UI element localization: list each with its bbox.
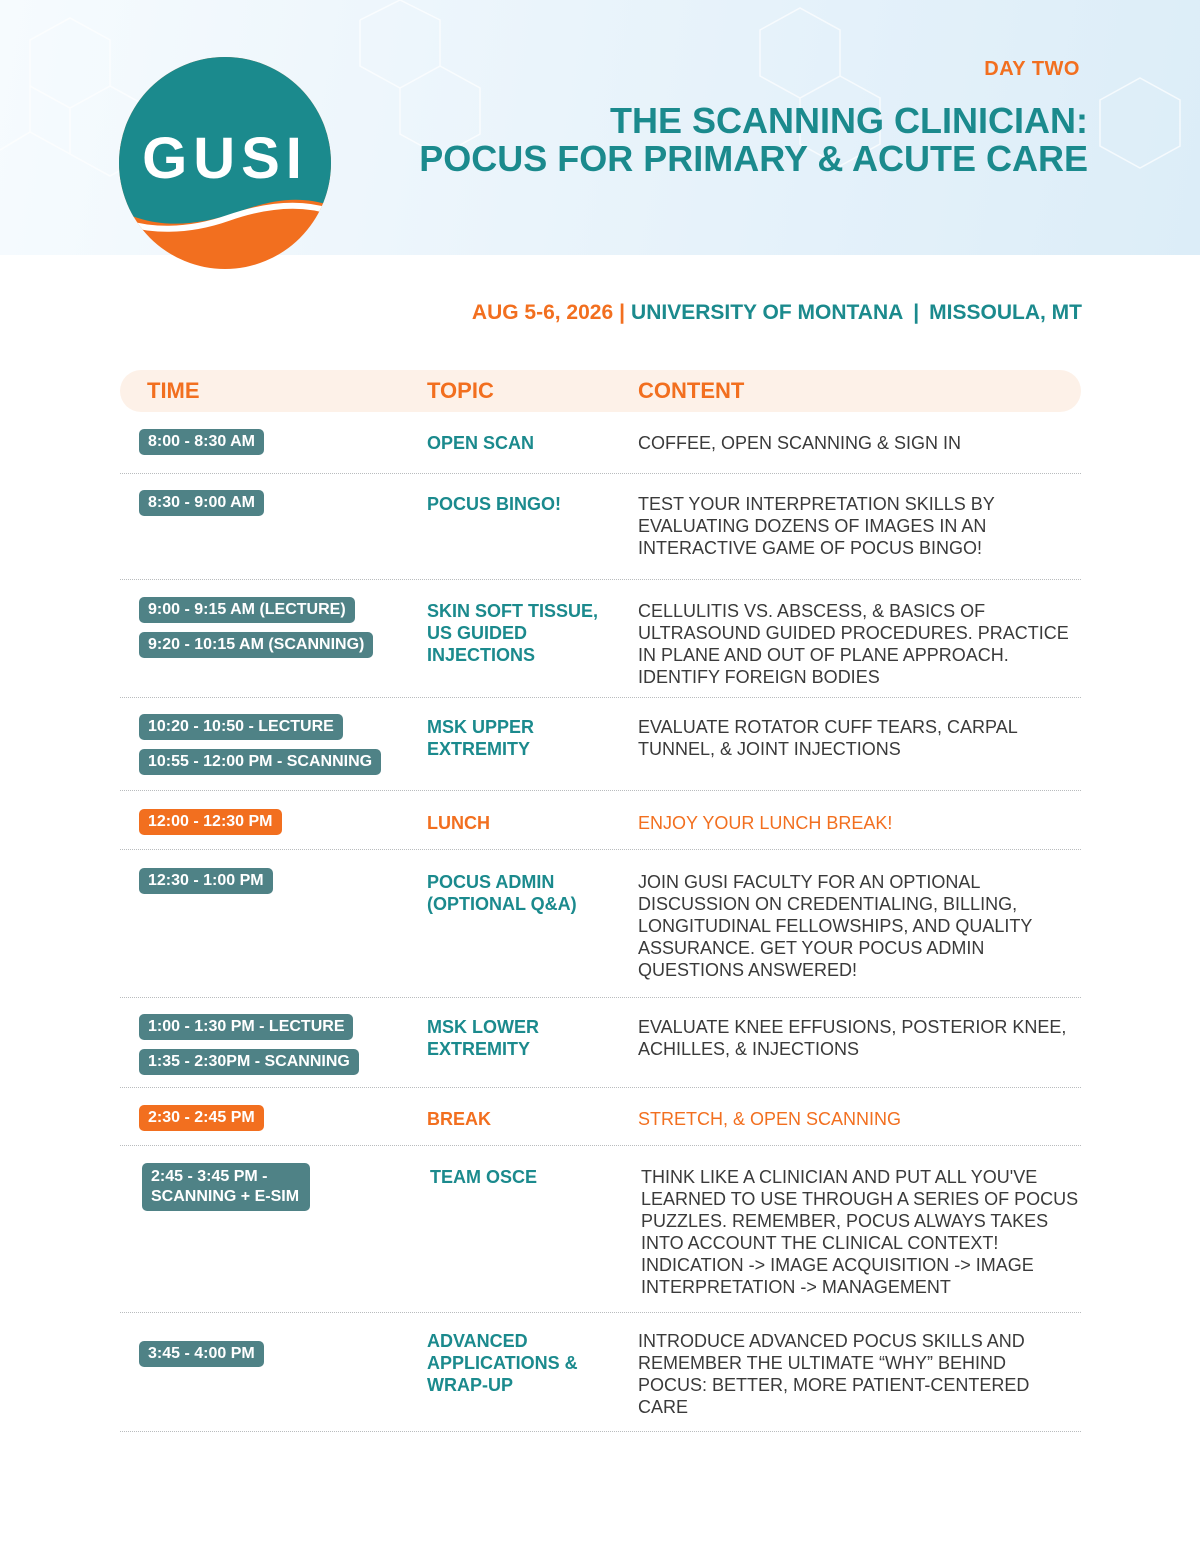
event-date: AUG 5-6, 2026	[471, 301, 614, 324]
time-pill: 10:55 - 12:00 PM - SCANNING	[139, 749, 381, 775]
column-header-time: TIME	[147, 378, 200, 403]
content: COFFEE, OPEN SCANNING & SIGN IN	[638, 433, 962, 453]
topic: LUNCH	[427, 813, 490, 833]
topic: MSK LOWER EXTREMITY	[427, 1017, 539, 1059]
schedule-row	[120, 597, 1081, 698]
time-column	[139, 1105, 264, 1140]
separator: |	[619, 301, 626, 324]
title-line-1: THE SCANNING CLINICIAN:	[610, 100, 1088, 141]
time-pill: 9:20 - 10:15 AM (SCANNING)	[139, 632, 373, 658]
schedule-row	[120, 714, 1081, 791]
event-info	[472, 301, 1082, 325]
content: INTRODUCE ADVANCED POCUS SKILLS AND REMEMBER THE ULTIMATE “WHY” BEHIND POCUS: BETTER, MORE PATIENT-CENTERED CARE	[638, 1331, 1030, 1417]
day-label: DAY TWO	[984, 58, 1080, 80]
topic: BREAK	[427, 1109, 492, 1129]
schedule-row	[120, 429, 1081, 474]
page-title	[419, 102, 1088, 178]
event-city: MISSOULA, MT	[929, 301, 1082, 324]
time-pill: 2:45 - 3:45 PM - SCANNING + E-SIM	[142, 1163, 310, 1211]
time-pill: 12:00 - 12:30 PM	[139, 809, 282, 835]
time-pill: 1:35 - 2:30PM - SCANNING	[139, 1049, 359, 1075]
topic: TEAM OSCE	[430, 1167, 538, 1187]
time-pill: 8:30 - 9:00 AM	[139, 490, 264, 516]
content: STRETCH, & OPEN SCANNING	[638, 1109, 902, 1129]
topic: OPEN SCAN	[427, 433, 535, 453]
time-column	[142, 1163, 310, 1220]
event-venue: UNIVERSITY OF MONTANA	[631, 301, 904, 324]
time-column	[139, 809, 282, 844]
schedule-row	[120, 1014, 1081, 1088]
time-pill: 9:00 - 9:15 AM (LECTURE)	[139, 597, 355, 623]
schedule-row	[120, 1331, 1081, 1432]
schedule-row	[120, 490, 1081, 580]
separator: |	[913, 301, 920, 324]
time-pill: 12:30 - 1:00 PM	[139, 868, 273, 894]
schedule-row	[120, 868, 1081, 998]
column-header-topic: TOPIC	[427, 378, 494, 403]
time-column	[139, 714, 381, 784]
topic: POCUS ADMIN (OPTIONAL Q&A)	[427, 872, 577, 914]
table-header	[120, 370, 1081, 412]
schedule-row	[120, 1105, 1081, 1146]
logo-text: GUSI	[142, 126, 308, 191]
time-pill: 2:30 - 2:45 PM	[139, 1105, 264, 1131]
topic: SKIN SOFT TISSUE, US GUIDED INJECTIONS	[427, 601, 599, 665]
schedule-row	[120, 809, 1081, 850]
content: JOIN GUSI FACULTY FOR AN OPTIONAL DISCUSSION ON CREDENTIALING, BILLING, LONGITUDINAL FELLOWSHIPS, AND QUALITY ASSURANCE. GET YOUR POCUS ADMIN QUESTIONS ANSWERED!	[638, 872, 1033, 980]
content: EVALUATE ROTATOR CUFF TEARS, CARPAL TUNNEL, & JOINT INJECTIONS	[638, 717, 1018, 759]
content: TEST YOUR INTERPRETATION SKILLS BY EVALUATING DOZENS OF IMAGES IN AN INTERACTIVE GAME OF POCUS BINGO!	[638, 494, 995, 558]
time-column	[139, 490, 264, 525]
time-column	[139, 597, 373, 667]
topic: POCUS BINGO!	[427, 494, 562, 514]
time-column	[139, 868, 273, 903]
content: EVALUATE KNEE EFFUSIONS, POSTERIOR KNEE, ACHILLES, & INJECTIONS	[638, 1017, 1067, 1059]
time-pill: 3:45 - 4:00 PM	[139, 1341, 264, 1367]
title-line-2: POCUS FOR PRIMARY & ACUTE CARE	[419, 138, 1088, 179]
column-header-content: CONTENT	[638, 378, 745, 403]
content: CELLULITIS VS. ABSCESS, & BASICS OF ULTRASOUND GUIDED PROCEDURES. PRACTICE IN PLANE AND OUT OF PLANE APPROACH. IDENTIFY FOREIGN BODIES	[638, 601, 1069, 687]
time-pill: 1:00 - 1:30 PM - LECTURE	[139, 1014, 353, 1040]
topic: MSK UPPER EXTREMITY	[427, 717, 535, 759]
time-column	[139, 1341, 264, 1376]
gusi-logo	[118, 56, 332, 270]
topic: ADVANCED APPLICATIONS & WRAP-UP	[427, 1331, 578, 1395]
content: THINK LIKE A CLINICIAN AND PUT ALL YOU'VE LEARNED TO USE THROUGH A SERIES OF POCUS PUZZLES. REMEMBER, POCUS ALWAYS TAKES INTO ACCOUNT THE CLINICAL CONTEXT! INDICATION -> IMAGE ACQUISITION -> IMAGE INTERPRETATION -> MANAGEMENT	[641, 1167, 1079, 1297]
time-pill: 10:20 - 10:50 - LECTURE	[139, 714, 343, 740]
time-column	[139, 429, 264, 464]
content: ENJOY YOUR LUNCH BREAK!	[638, 813, 893, 833]
schedule-row	[120, 1163, 1081, 1313]
time-column	[139, 1014, 359, 1084]
time-pill: 8:00 - 8:30 AM	[139, 429, 264, 455]
